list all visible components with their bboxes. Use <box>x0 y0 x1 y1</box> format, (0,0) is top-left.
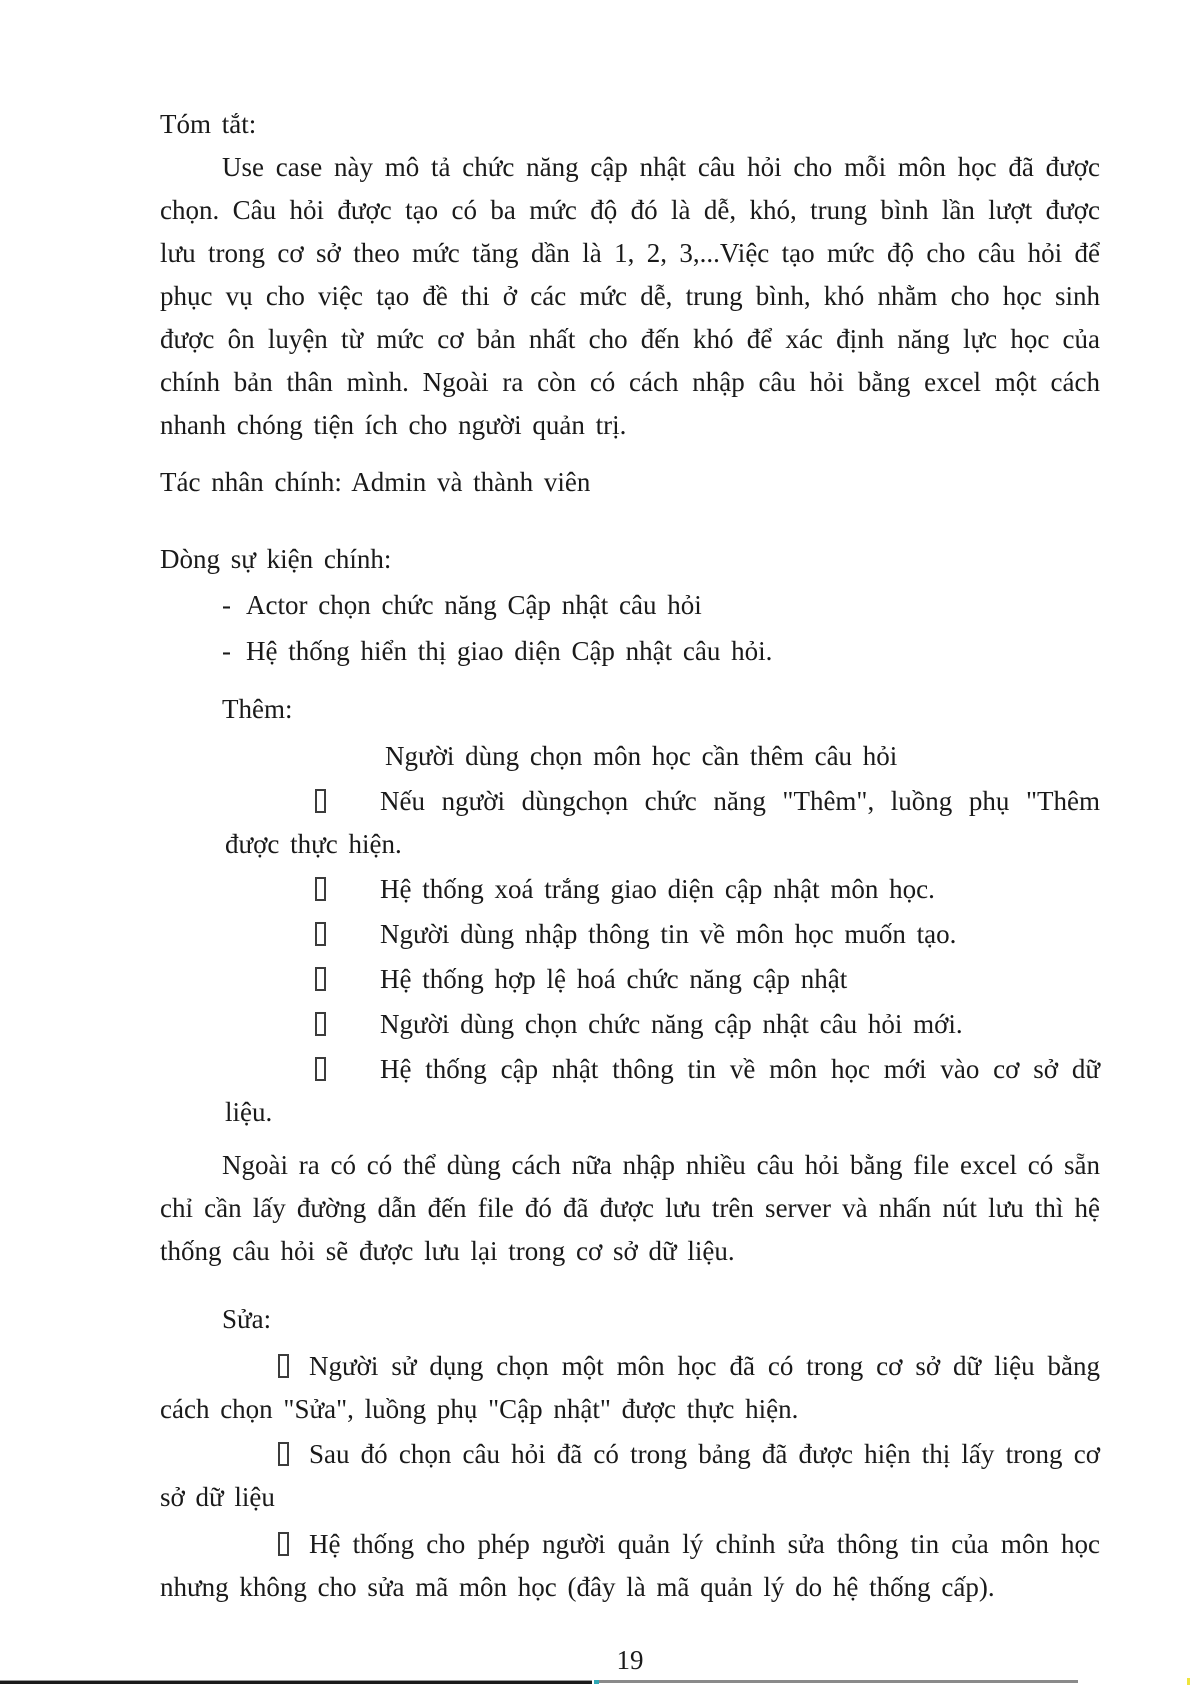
add-step-text: Người dùng nhập thông tin về môn học muốn tạo. <box>380 919 957 949</box>
add-step <box>160 780 1100 866</box>
scrollbar-thumb[interactable] <box>0 1680 592 1684</box>
missing-glyph-box-icon <box>315 922 326 946</box>
missing-glyph-box-icon <box>315 1057 326 1081</box>
document-content <box>160 103 1100 1682</box>
add-step <box>160 1048 1100 1134</box>
missing-glyph-box-icon <box>315 877 326 901</box>
missing-glyph-box-icon <box>315 967 326 991</box>
dash-marker: - <box>222 590 231 620</box>
main-flow-item <box>160 630 1100 673</box>
add-step-text: Nếu người dùngchọn chức năng "Thêm", luồng phụ "Thêm được thực hiện. <box>225 786 1100 859</box>
add-step <box>160 958 1100 1001</box>
edit-section-heading: Sửa: <box>222 1304 272 1334</box>
add-step-text: Hệ thống hợp lệ hoá chức năng cập nhật <box>380 964 848 994</box>
add-step <box>160 913 1100 956</box>
main-flow-item-text: Hệ thống hiển thị giao diện Cập nhật câu hỏi. <box>246 636 773 666</box>
main-flow-item <box>160 584 1100 627</box>
scroll-marker-yellow <box>1187 1678 1190 1685</box>
main-flow-item-text: Actor chọn chức năng Cập nhật câu hỏi <box>246 590 702 620</box>
summary-heading: Tóm tắt: <box>160 109 257 139</box>
summary-paragraph: Use case này mô tả chức năng cập nhật câu hỏi cho mỗi môn học đã được chọn. Câu hỏi được tạo có ba mức độ đó là dễ, khó, trung bình lần lượt được lưu trong cơ sở theo mức tăng dần là 1, 2, 3,...Việc tạo mức độ cho câu hỏi để phục vụ cho việc tạo đề thi ở các mức dễ, trung bình, khó nhằm cho học sinh được ôn luyện từ mức cơ bản nhất cho đến khó để xác định năng lực học của chính bản thân mình. Ngoài ra còn có cách nhập câu hỏi bằng excel một cách nhanh chóng tiện ích cho người quản trị. <box>160 152 1100 440</box>
add-step <box>160 1003 1100 1046</box>
missing-glyph-box-icon <box>278 1442 289 1466</box>
missing-glyph-box-icon <box>278 1354 289 1378</box>
add-step <box>160 868 1100 911</box>
edit-step <box>160 1433 1100 1519</box>
add-step-text: Hệ thống cập nhật thông tin về môn học mới vào cơ sở dữ liệu. <box>225 1054 1100 1127</box>
horizontal-scrollbar[interactable] <box>0 1679 1191 1685</box>
add-step-text: Hệ thống xoá trắng giao diện cập nhật môn học. <box>380 874 935 904</box>
edit-step-text: Người sử dụng chọn một môn học đã có trong cơ sở dữ liệu bằng cách chọn "Sửa", luồng phụ "Cập nhật" được thực hiện. <box>160 1351 1100 1424</box>
dash-marker: - <box>222 636 231 666</box>
missing-glyph-box-icon <box>315 1012 326 1036</box>
page-number: 19 <box>616 1645 644 1675</box>
main-flow-heading: Dòng sự kiện chính: <box>160 544 392 574</box>
scrollbar-track[interactable] <box>599 1680 1078 1683</box>
missing-glyph-box-icon <box>315 789 326 813</box>
add-section-intro: Người dùng chọn môn học cần thêm câu hỏi <box>385 741 898 771</box>
main-actor-line: Tác nhân chính: Admin và thành viên <box>160 467 591 497</box>
add-section-heading: Thêm: <box>222 694 293 724</box>
add-step-text: Người dùng chọn chức năng cập nhật câu hỏi mới. <box>380 1009 963 1039</box>
edit-step <box>160 1345 1100 1431</box>
edit-step <box>160 1523 1100 1609</box>
edit-step-text: Sau đó chọn câu hỏi đã có trong bảng đã được hiện thị lấy trong cơ sở dữ liệu <box>160 1439 1100 1512</box>
excel-note-paragraph: Ngoài ra có có thể dùng cách nữa nhập nhiều câu hỏi bằng file excel có sẵn chỉ cần lấy đường dẫn đến file đó đã được lưu trên server và nhấn nút lưu thì hệ thống câu hỏi sẽ được lưu lại trong cơ sở dữ liệu. <box>160 1150 1100 1266</box>
edit-step-text: Hệ thống cho phép người quản lý chỉnh sửa thông tin của môn học nhưng không cho sửa mã môn học (đây là mã quản lý do hệ thống cấp). <box>160 1529 1100 1602</box>
missing-glyph-box-icon <box>278 1532 289 1556</box>
